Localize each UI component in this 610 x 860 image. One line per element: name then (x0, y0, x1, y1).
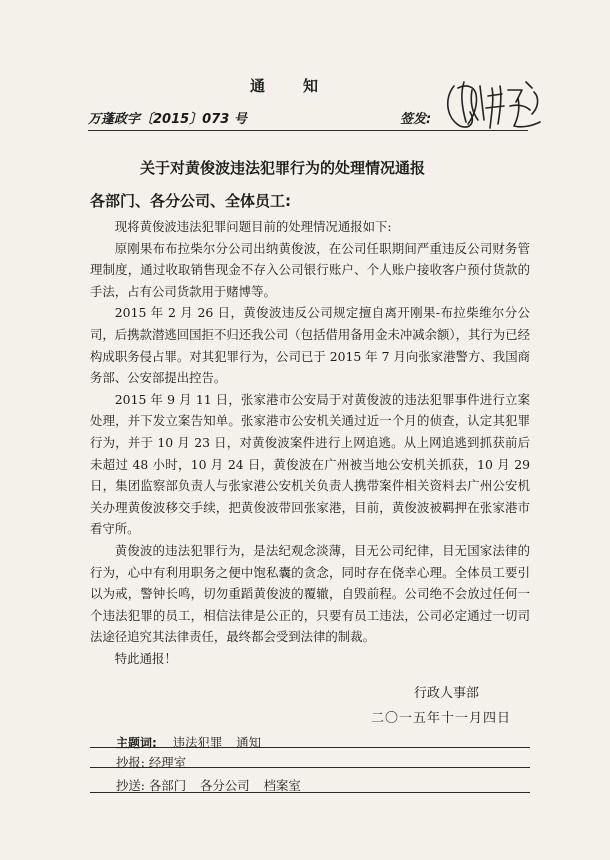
document-title: 关于对黄俊波违法犯罪行为的处理情况通报 (140, 159, 426, 177)
cc-recipient: 档案室 (263, 778, 301, 793)
body-paragraph: 特此通报！ (114, 650, 177, 666)
report-label: 抄报: (116, 755, 145, 770)
subject-term: 违法犯罪 (172, 735, 223, 750)
body-paragraph: 2015 年 2 月 26 日，黄俊波违反公司规定擅自离开刚果-布拉柴维尔分公司，后携款潜逃回国拒不归还我公司（包括借用备用金未冲减余额），其行为已经构成职务侵占罪。对其犯罪行为，公司已于 2015 年 7 月向张家港警方、我国商务部、公安部提出控告。 (90, 305, 530, 386)
cc-label: 抄送: (116, 778, 145, 793)
report-recipient: 经理室 (148, 755, 187, 770)
body-paragraph: 黄俊波的违法犯罪行为，是法纪观念淡薄，目无公司纪律，目无国家法律的行为，心中有利用职务之便中饱私囊的贪念，同时存在侥幸心理。全体员工要引以为戒，警钟长鸣，切勿重蹈黄俊波的覆辙，自毁前程。公司绝不会放过任何一个违法犯罪的员工，相信法律是公正的，只要有员工违法，公司必定通过一切司法途径追究其法律责任，最终都会受到法律的制裁。 (90, 542, 530, 645)
subject-terms-row (116, 733, 261, 751)
issuer-label: 签发: (400, 112, 432, 127)
body-paragraph: 原刚果布布拉柴尔分公司出纳黄俊波，在公司任职期间严重违反公司财务管理制度，通过收取销售现金不存入公司银行账户、个人账户接收客户预付货款的手法，占有公司货款用于赌博等。 (90, 240, 530, 299)
header-title: 通知 (250, 77, 357, 95)
document-number: 万蓬政字〔2015〕073 号 (88, 112, 247, 127)
body-paragraph: 现将黄俊波违法犯罪问题目前的处理情况通报如下: (114, 219, 392, 234)
document-body (90, 216, 530, 669)
signoff-department: 行政人事部 (414, 686, 480, 701)
subject-term: 通知 (236, 735, 262, 750)
body-paragraph: 2015 年 9 月 11 日，张家港市公安局于对黄俊波的违法犯罪事件进行立案处理，并下发立案告知单。张家港市公安机关通过近一个月的侦查，认定其犯罪行为，并于 10 月 23 日，对黄俊波案件进行上网追逃。从上网追逃到抓获前后未超过 48 小时，10 月 24 日，黄俊波在广州被当地公安机关抓获，10 月 29 日，集团监察部负责人与张家港公安机关负责人携带案件相关资料去广州公安机关办理黄俊波移交手续，把黄俊波带回张家港，目前，黄俊波被羁押在张家港市看守所。 (90, 391, 530, 537)
cc-row (116, 776, 301, 794)
report-row (116, 753, 186, 771)
cc-recipient: 各部门 (148, 778, 187, 793)
signoff-date: 二〇一五年十一月四日 (371, 711, 512, 726)
header-divider (88, 130, 528, 131)
addressee: 各部门、各分公司、全体员工: (90, 192, 291, 210)
cc-recipient: 各分公司 (200, 778, 250, 793)
subject-label: 主题词: (116, 736, 157, 750)
